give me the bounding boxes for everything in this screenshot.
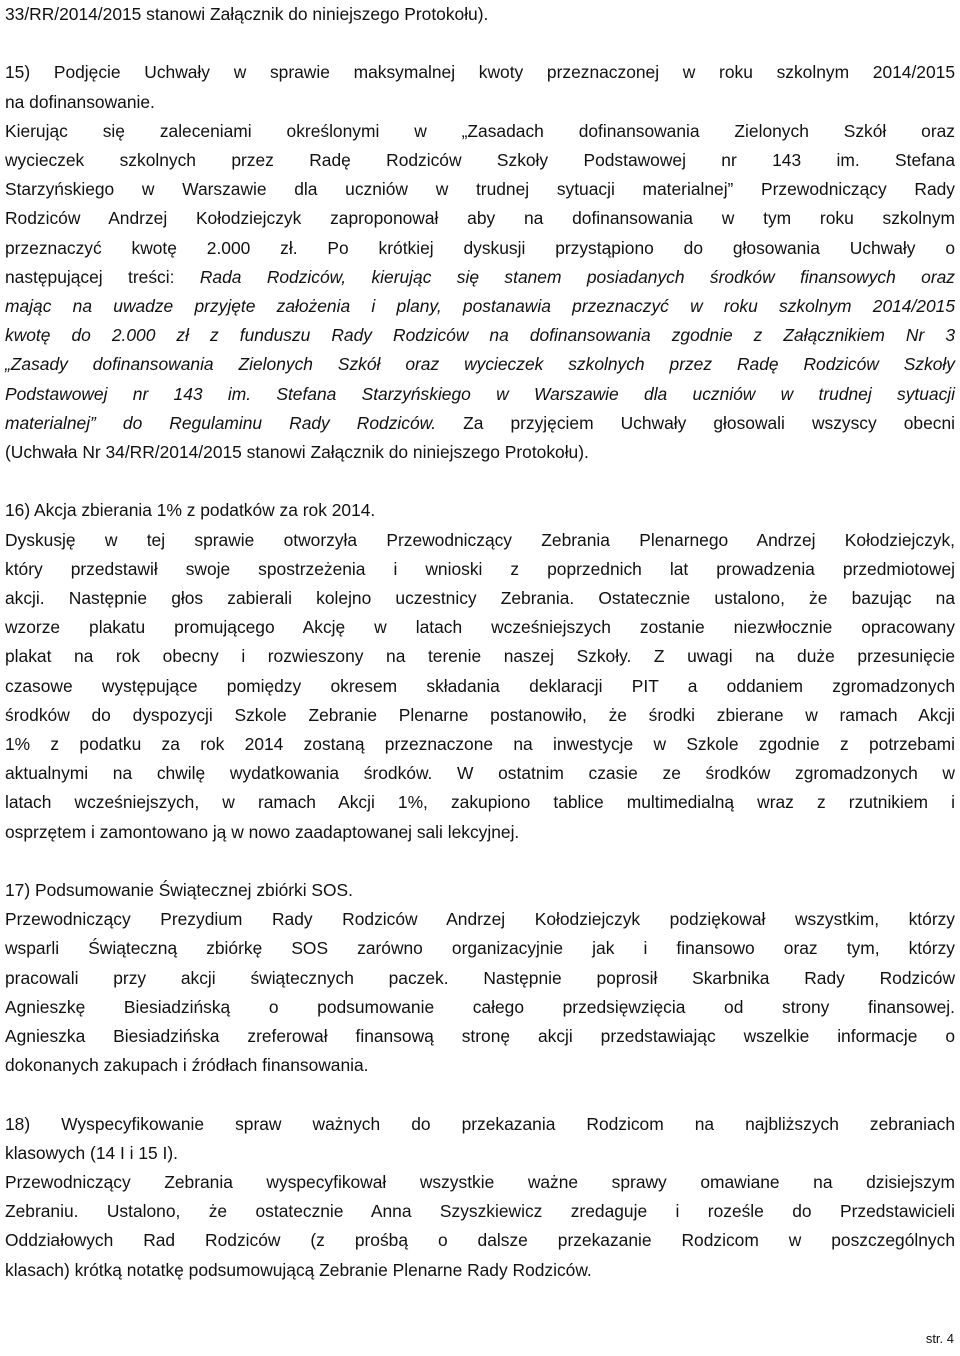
italic-text: mając na uwadze przyjęte założenia i plany, postanawia przeznaczyć w roku szkolnym 2014/2015: [5, 296, 955, 317]
text-line: Dyskusję w tej sprawie otworzyła Przewodniczący Zebrania Plenarnego Andrzej Kołodziejczyk,: [5, 529, 955, 550]
section-18-title-line: 18) Wyspecyfikowanie spraw ważnych do przekazania Rodzicom na najbliższych zebraniach: [5, 1113, 955, 1134]
text-line: dokonanych zakupach i źródłach finansowania.: [5, 1055, 369, 1076]
text-line: plakat na rok obecny i rozwieszony na terenie naszej Szkoły. Z uwagi na duże przesunięcie: [5, 646, 955, 667]
section-16: [5, 496, 955, 846]
text-line: [5, 380, 955, 409]
text-line: Przewodniczący Zebrania wyspecyfikował wszystkie ważne sprawy omawiane na dzisiejszym: [5, 1172, 955, 1193]
italic-text: Rada Rodziców, kierując się stanem posiadanych środków finansowych oraz: [199, 266, 955, 287]
text-line: wzorze plakatu promującego Akcję w latach wcześniejszych zostanie niezwłocznie opracowany: [5, 617, 955, 638]
text-line: [5, 117, 955, 146]
text-span: Rodziców Andrzej Kołodziejczyk zaproponował aby na dofinansowania w tym roku szkolnym: [5, 208, 955, 229]
text-line: Agnieszkę Biesiadzińską o podsumowanie całego przedsięwzięcia od strony finansowej.: [5, 996, 955, 1017]
text-line: [5, 263, 955, 292]
italic-text: Podstawowej nr 143 im. Stefana Starzyńskiego w Warszawie dla uczniów w trudnej sytuacji: [5, 383, 955, 404]
text-line: [5, 350, 955, 379]
section-17-body: [5, 905, 955, 1080]
text-line: 1% z podatku za rok 2014 zostaną przeznaczone na inwestycje w Szkole zgodnie z potrzebami: [5, 734, 955, 755]
text-span: Za przyjęciem Uchwały głosowali wszyscy obecni: [436, 412, 955, 433]
section-15-body: [5, 117, 955, 467]
text-line: osprzętem i zamontowano ją w nowo zaadaptowanej sali lekcyjnej.: [5, 821, 520, 842]
section-15: [5, 58, 955, 467]
section-15-title-line: na dofinansowanie.: [5, 91, 155, 112]
text-line: który przedstawił swoje spostrzeżenia i wnioski z poprzednich lat prowadzenia przedmiotowej: [5, 558, 955, 579]
paragraph-gap: [5, 1080, 955, 1109]
text-span: (Uchwała Nr 34/RR/2014/2015 stanowi Załącznik do niniejszego Protokołu).: [5, 442, 589, 463]
section-16-title: 16) Akcja zbierania 1% z podatków za rok 2014.: [5, 500, 376, 521]
text-line: czasowe występujące pomiędzy okresem składania deklaracji PIT a oddaniem zgromadzonych: [5, 675, 955, 696]
section-17: [5, 876, 955, 1080]
text-line: [5, 438, 955, 467]
text-span: następującej treści:: [5, 266, 200, 287]
text-line: pracowali przy akcji świątecznych paczek. Następnie poprosił Skarbnika Rady Rodziców: [5, 967, 955, 988]
text-line: [5, 234, 955, 263]
text-line: Zebraniu. Ustalono, że ostatecznie Anna Szyszkiewicz zredaguje i roześle do Przedstawicieli: [5, 1201, 955, 1222]
text-span: Kierując się zaleceniami określonymi w „Zasadach dofinansowania Zielonych Szkół oraz: [5, 120, 955, 141]
text-line: latach wcześniejszych, w ramach Akcji 1%, zakupiono tablice multimedialną wraz z rzutnikiem i: [5, 792, 955, 813]
text-span: wycieczek szkolnych przez Radę Rodziców Szkoły Podstawowej nr 143 im. Stefana: [5, 150, 955, 170]
text-line: środków do dyspozycji Szkole Zebranie Plenarne postanowiło, że środki zbierane w ramach Akcji: [5, 704, 955, 725]
text-line: klasach) krótką notatkę podsumowującą Zebranie Plenarne Rady Rodziców.: [5, 1259, 592, 1280]
paragraph-gap: [5, 29, 955, 58]
italic-text: kwotę do 2.000 zł z funduszu Rady Rodziców na dofinansowania zgodnie z Załącznikiem Nr 3: [5, 325, 955, 346]
paragraph-gap: [5, 847, 955, 876]
italic-text: materialnej” do Regulaminu Rady Rodziców.: [5, 412, 437, 433]
text-line: [5, 175, 955, 204]
intro-paragraph: [5, 0, 955, 29]
text-line: Oddziałowych Rad Rodziców (z prośbą o dalsze przekazanie Rodzicom w poszczególnych: [5, 1230, 955, 1251]
text-line: Przewodniczący Prezydium Rady Rodziców Andrzej Kołodziejczyk podziękował wszystkim, którzy: [5, 909, 955, 930]
paragraph-gap: [5, 467, 955, 496]
text-line: wsparli Świąteczną zbiórkę SOS zarówno organizacyjnie jak i finansowo oraz tym, którzy: [5, 938, 955, 959]
text-line: aktualnymi na chwilę wydatkowania środków. W ostatnim czasie ze środków zgromadzonych w: [5, 763, 955, 784]
text-line: [5, 409, 955, 438]
section-17-title: 17) Podsumowanie Świątecznej zbiórki SOS.: [5, 880, 353, 901]
text-line: 33/RR/2014/2015 stanowi Załącznik do niniejszego Protokołu).: [5, 4, 489, 24]
italic-text: „Zasady dofinansowania Zielonych Szkół oraz wycieczek szkolnych przez Radę Rodziców Szkoły: [5, 354, 955, 375]
section-18-title-line: klasowych (14 I i 15 I).: [5, 1142, 179, 1163]
text-line: [5, 146, 955, 175]
text-line: [5, 321, 955, 350]
section-18: [5, 1110, 955, 1285]
page-number: str. 4: [925, 1331, 954, 1346]
section-18-body: [5, 1168, 955, 1285]
text-span: Starzyńskiego w Warszawie dla uczniów w trudnej sytuacji materialnej” Przewodniczący Rady: [5, 179, 955, 200]
text-line: [5, 204, 955, 233]
section-16-body: [5, 526, 955, 847]
text-line: Agnieszka Biesiadzińska zreferował finansową stronę akcji przedstawiając wszelkie informacje o: [5, 1026, 955, 1047]
text-line: [5, 292, 955, 321]
section-15-title-line: 15) Podjęcie Uchwały w sprawie maksymalnej kwoty przeznaczonej w roku szkolnym 2014/2015: [5, 62, 955, 83]
text-line: akcji. Następnie głos zabierali kolejno uczestnicy Zebrania. Ostatecznie ustalono, że bazując na: [5, 588, 955, 609]
text-span: przeznaczyć kwotę 2.000 zł. Po krótkiej dyskusji przystąpiono do głosowania Uchwały o: [5, 237, 955, 258]
